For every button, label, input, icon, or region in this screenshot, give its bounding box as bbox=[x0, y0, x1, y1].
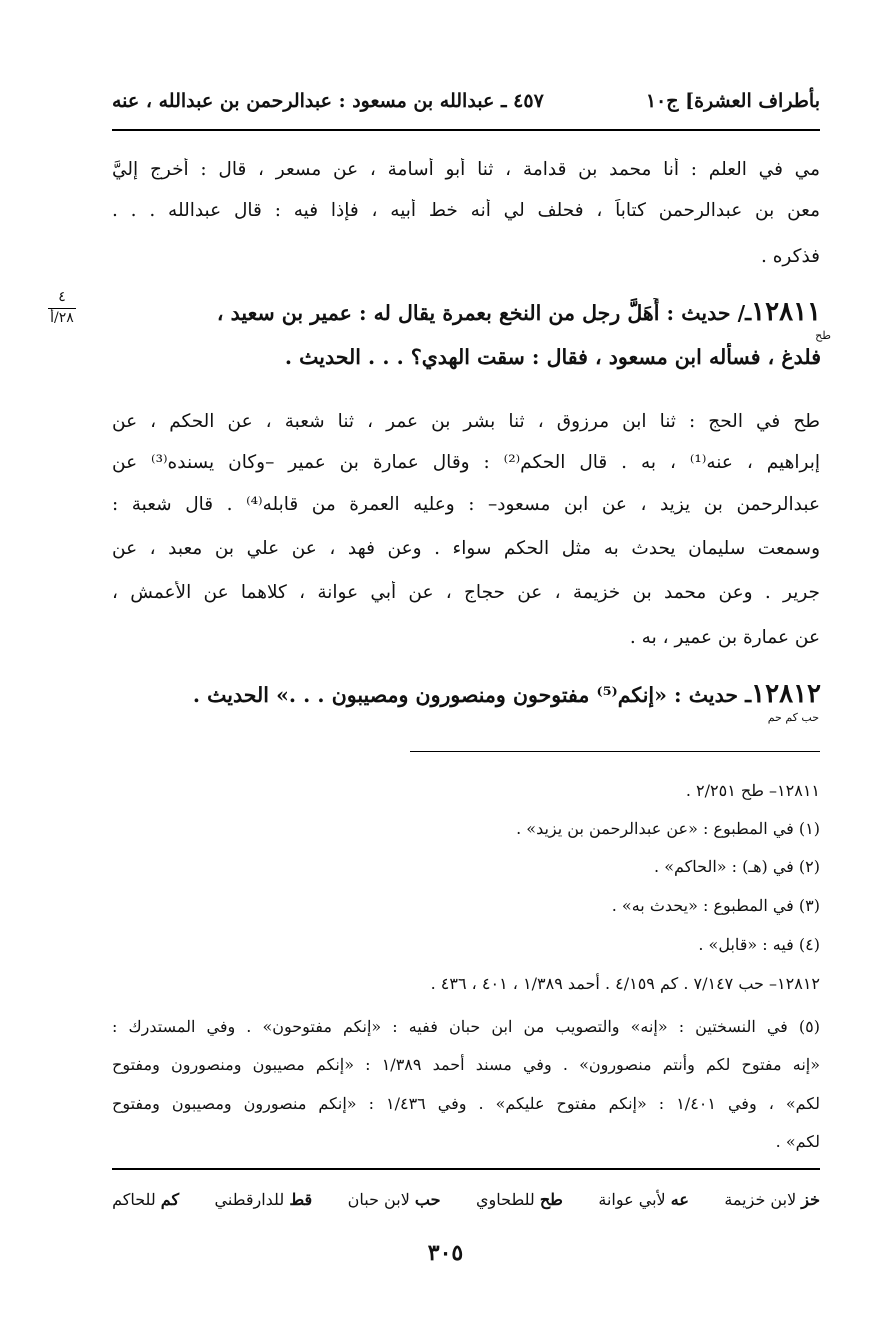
footnote: ١٢٨١١– طح ٢/٢٥١ . bbox=[685, 781, 820, 800]
text-line: طح في الحج : ثنا ابن مرزوق ، ثنا بشر بن عمر ، ثنا شعبة ، عن الحكم ، عن bbox=[112, 411, 820, 432]
hadith-number: ١٢٨١٢ bbox=[751, 680, 821, 709]
footnote: (٣) في المطبوع : «يحدث به» . bbox=[611, 896, 820, 915]
footnote: لكم» . bbox=[775, 1132, 820, 1151]
header-volume: بأطراف العشرة] ج١٠ bbox=[645, 90, 820, 112]
abbrev-item: قط للدارقطني bbox=[214, 1189, 313, 1209]
hadith-heading-12812 bbox=[113, 680, 821, 709]
text-line: عبدالرحمن بن يزيد ، عن ابن مسعود– : وعليه العمرة من قابله⁽⁴⁾ . قال شعبة : bbox=[112, 494, 820, 515]
footnote: لكم» ، وفي ١/٤٠١ : «إنكم مفتوح عليكم» . وفي ١/٤٣٦ : «إنكم منصورون ومصيبون ومفتوح bbox=[112, 1094, 820, 1113]
abbrev-item: طح للطحاوي bbox=[475, 1189, 563, 1209]
margin-note-top: ٤ bbox=[58, 289, 66, 305]
header-chapter: ٤٥٧ ـ عبدالله بن مسعود : عبدالرحمن بن عبدالله ، عنه bbox=[112, 90, 544, 112]
hadith-source-tags: حب كم حم bbox=[767, 711, 819, 724]
abbrev-item: كم للحاكم bbox=[112, 1189, 180, 1209]
text-line: فذكره . bbox=[760, 246, 820, 267]
abbrev-item: عه لأبي عوانة bbox=[598, 1189, 689, 1209]
margin-folio-note bbox=[40, 288, 84, 327]
hadith-heading-12811 bbox=[113, 298, 821, 327]
hadith-number: ١٢٨١١ bbox=[751, 298, 821, 327]
hadith-text-line: ـ/ حديث : أَهَلَّ رجل من النخع بعمرة يقال له : عمير بن سعيد ، bbox=[216, 301, 752, 325]
text-line: عن عمارة بن عمير ، به . bbox=[629, 627, 820, 648]
footnote-rule bbox=[410, 751, 820, 752]
footnote: (١) في المطبوع : «عن عبدالرحمن بن يزيد» . bbox=[516, 819, 820, 838]
footnote: (٢) في (هـ) : «الحاكم» . bbox=[654, 857, 820, 876]
text-line: معن بن عبدالرحمن كتاباً ، فحلف لي أنه خط أبيه ، فإذا فيه : قال عبدالله . . . bbox=[112, 200, 820, 221]
footnote: (٤) فيه : «قابل» . bbox=[698, 935, 820, 954]
text-line: إبراهيم ، عنه⁽¹⁾ ، به . قال الحكم⁽²⁾ : وقال عمارة بن عمير –وكان يسنده⁽³⁾ عن bbox=[112, 452, 820, 473]
header-rule bbox=[112, 129, 820, 131]
hadith-text-line: ـ حديث : «إنكم⁽⁵⁾ مفتوحون ومنصورون ومصيبون . . .» الحديث . bbox=[192, 683, 752, 707]
hadith-source-tag: طح bbox=[815, 329, 831, 342]
page-number: ٣٠٥ bbox=[427, 1240, 464, 1266]
abbrev-rule bbox=[112, 1168, 820, 1170]
margin-note-bottom: ٢٨/أ bbox=[50, 310, 74, 326]
abbrev-item: حب لابن حبان bbox=[347, 1189, 441, 1209]
text-line: جرير . وعن محمد بن خزيمة ، عن حجاج ، عن أبي عوانة ، كلاهما عن الأعمش ، bbox=[112, 582, 820, 603]
running-header bbox=[112, 84, 820, 118]
hadith-text-line: فلدغ ، فسأله ابن مسعود ، فقال : سقت الهدي؟ . . . الحديث . bbox=[284, 345, 821, 369]
footnote: (٥) في النسختين : «إنه» والتصويب من ابن حبان ففيه : «إنكم مفتوحون» . وفي المستدرك : bbox=[112, 1017, 820, 1036]
abbrev-item: خز لابن خزيمة bbox=[724, 1189, 820, 1209]
abbreviation-key bbox=[112, 1184, 820, 1214]
text-line: وسمعت سليمان يحدث به مثل الحكم سواء . وعن فهد ، عن علي بن معبد ، عن bbox=[112, 538, 820, 559]
footnote: «إنه مفتوح لكم وأنتم منصورون» . وفي مسند أحمد ١/٣٨٩ : «إنكم مصيبون ومنصورون ومفتوح bbox=[112, 1055, 820, 1074]
footnote: ١٢٨١٢– حب ٧/١٤٧ . كم ٤/١٥٩ . أحمد ١/٣٨٩ ، ٤٠١ ، ٤٣٦ . bbox=[430, 974, 820, 993]
text-line: مي في العلم : أنا محمد بن قدامة ، ثنا أبو أسامة ، عن مسعر ، قال : أخرج إليَّ bbox=[112, 159, 820, 180]
